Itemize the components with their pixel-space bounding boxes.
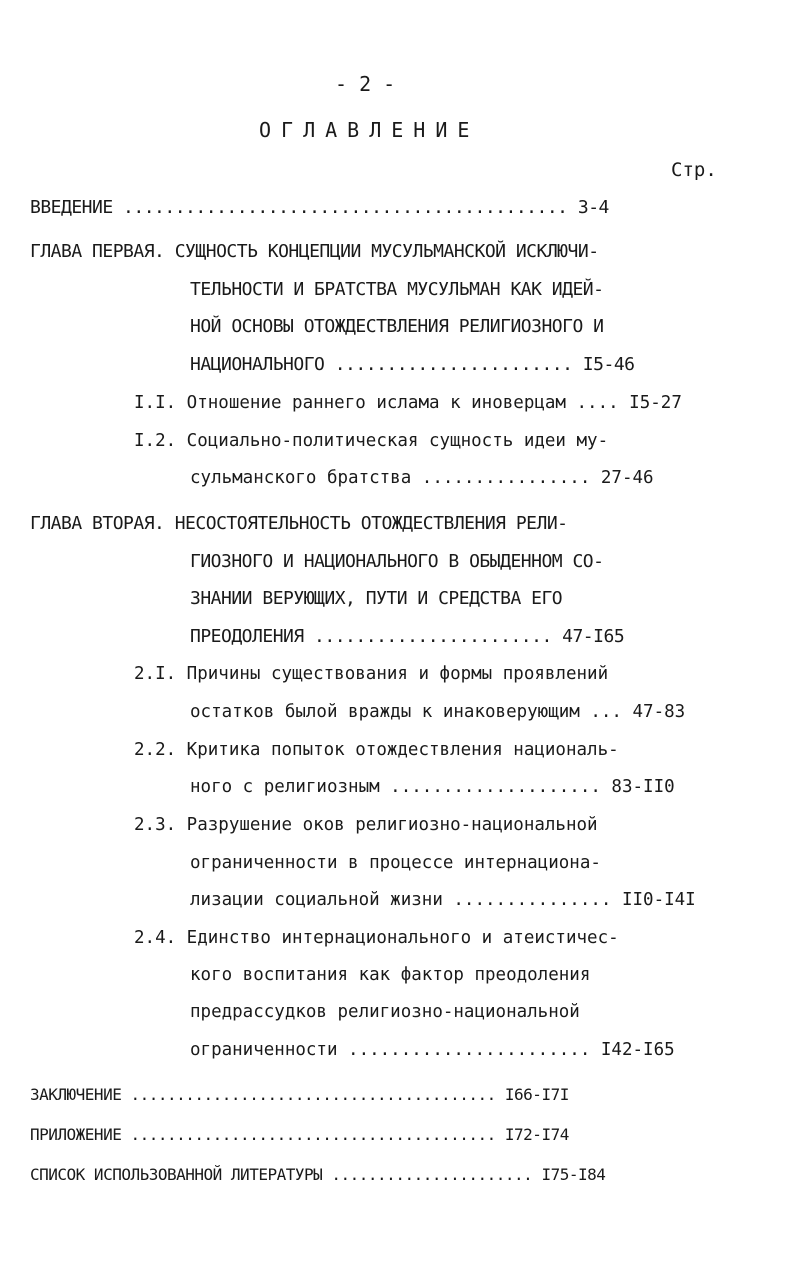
toc-section-2-3-line3: лизации социальной жизни ............... II0-I4I bbox=[190, 890, 696, 910]
toc-chapter2-line2: ГИОЗНОГО И НАЦИОНАЛЬНОГО В ОБЫДЕННОМ СО- bbox=[190, 551, 604, 572]
toc-appendix: ПРИЛОЖЕНИЕ ........................................ I72-I74 bbox=[30, 1125, 569, 1144]
page-title: ОГЛАВЛЕНИЕ bbox=[259, 118, 480, 142]
toc-section-2-4-line3: предрассудков религиозно-национальной bbox=[190, 1002, 580, 1022]
toc-bibliography: СПИСОК ИСПОЛЬЗОВАННОЙ ЛИТЕРАТУРЫ ...................... I75-I84 bbox=[30, 1165, 606, 1184]
toc-conclusion: ЗАКЛЮЧЕНИЕ ........................................ I66-I7I bbox=[30, 1085, 569, 1104]
toc-section-2-3-line2: ограниченности в процессе интернациона- bbox=[190, 853, 601, 873]
toc-chapter1-line2: ТЕЛЬНОСТИ И БРАТСТВА МУСУЛЬМАН КАК ИДЕЙ- bbox=[190, 279, 604, 300]
toc-section-1-1: I.I. Отношение раннего ислама к иноверцам .... I5-27 bbox=[134, 393, 682, 413]
toc-chapter1-line4: НАЦИОНАЛЬНОГО ....................... I5-46 bbox=[190, 354, 635, 375]
toc-section-2-4-line4: ограниченности ....................... I42-I65 bbox=[190, 1040, 675, 1060]
page-number: - 2 - bbox=[335, 72, 396, 96]
toc-section-1-2-line2: сульманского братства ................ 27-46 bbox=[190, 468, 654, 488]
toc-section-2-3-line1: 2.3. Разрушение оков религиозно-национальной bbox=[134, 815, 598, 835]
toc-section-2-1-line2: остатков былой вражды к инаковерующим ... 47-83 bbox=[190, 702, 686, 722]
toc-section-2-4-line1: 2.4. Единство интернационального и атеистичес- bbox=[134, 928, 619, 948]
toc-chapter1-line1: ГЛАВА ПЕРВАЯ. СУЩНОСТЬ КОНЦЕПЦИИ МУСУЛЬМАНСКОЙ ИСКЛЮЧИ- bbox=[30, 241, 599, 262]
toc-chapter1-line3: НОЙ ОСНОВЫ ОТОЖДЕСТВЛЕНИЯ РЕЛИГИОЗНОГО И bbox=[190, 316, 604, 337]
toc-intro: ВВЕДЕНИЕ ........................................... 3-4 bbox=[30, 197, 609, 218]
page-column-header: Стр. bbox=[671, 159, 717, 181]
toc-section-2-2-line2: ного с религиозным .................... 83-II0 bbox=[190, 777, 675, 797]
toc-chapter2-line3: ЗНАНИИ ВЕРУЮЩИХ, ПУТИ И СРЕДСТВА ЕГО bbox=[190, 588, 563, 609]
toc-chapter2-line1: ГЛАВА ВТОРАЯ. НЕСОСТОЯТЕЛЬНОСТЬ ОТОЖДЕСТВЛЕНИЯ РЕЛИ- bbox=[30, 513, 568, 534]
toc-section-1-2-line1: I.2. Социально-политическая сущность идеи му- bbox=[134, 431, 609, 451]
toc-section-2-2-line1: 2.2. Критика попыток отождествления националь- bbox=[134, 740, 619, 760]
toc-section-2-1-line1: 2.I. Причины существования и формы проявлений bbox=[134, 664, 609, 684]
toc-chapter2-line4: ПРЕОДОЛЕНИЯ ....................... 47-I65 bbox=[190, 626, 625, 647]
toc-section-2-4-line2: кого воспитания как фактор преодоления bbox=[190, 965, 591, 985]
